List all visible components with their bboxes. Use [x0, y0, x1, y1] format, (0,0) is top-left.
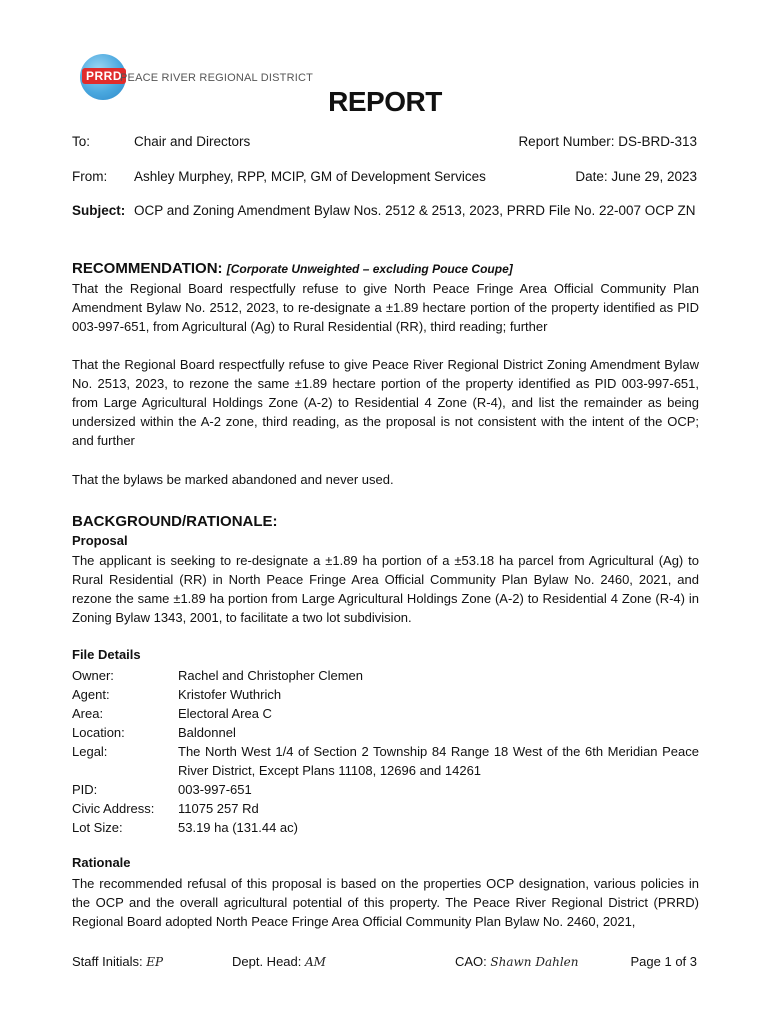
- recommendation-paragraph-1: That the Regional Board respectfully refuse to give North Peace Fringe Area Official Community Plan Amendment Bylaw No. 2512, 2023, to re-designate a ±1.89 hectare portion of the property identified as PID 003-997-651, from Agricultural (Ag) to Rural Residential (RR), third reading; further: [72, 281, 699, 334]
- file-detail-label: Lot Size:: [72, 820, 123, 835]
- file-detail-value: Kristofer Wuthrich: [178, 687, 282, 702]
- file-detail-label: Civic Address:: [72, 801, 155, 816]
- file-detail-label: PID:: [72, 782, 98, 797]
- file-detail-value: 11075 257 Rd: [178, 801, 259, 816]
- file-detail-label: Legal:: [72, 744, 108, 759]
- recommendation-paragraph-3: That the bylaws be marked abandoned and never used.: [72, 472, 394, 487]
- file-detail-value: 003-997-651: [178, 782, 252, 797]
- report-title: REPORT: [328, 86, 442, 117]
- file-detail-label: Area:: [72, 706, 104, 721]
- file-detail-value: Electoral Area C: [178, 706, 272, 721]
- recommendation-subtitle: [Corporate Unweighted – excluding Pouce Coupe]: [226, 262, 513, 276]
- report-date: Date: June 29, 2023: [575, 169, 697, 184]
- dept-head-signature: AM: [305, 955, 326, 969]
- from-label: From:: [72, 169, 108, 184]
- cao-signature: Shawn Dahlen: [490, 955, 579, 969]
- file-detail-value: The North West 1/4 of Section 2 Township 84 Range 18 West of the 6th Meridian Peace River District, Except Plans 11108, 12696 and 14261: [178, 744, 699, 778]
- file-detail-label: Location:: [72, 725, 125, 740]
- recommendation-paragraph-2: That the Regional Board respectfully refuse to give Peace River Regional District Zoning Amendment Bylaw No. 2513, 2023, to rezone the same ±1.89 hectare portion of the property identified as PID 003-997-651, from Large Agricultural Holdings Zone (A-2) to Residential 4 Zone (R-4), and list the remainder as being undersized within the A-2 zone, third reading, as the proposal is not consistent with the intent of the OCP; and further: [72, 357, 699, 448]
- to-value: Chair and Directors: [134, 134, 251, 149]
- logo-org-name: PEACE RIVER REGIONAL DISTRICT: [120, 72, 314, 84]
- dept-head-label: Dept. Head:: [232, 954, 302, 969]
- rationale-text: The recommended refusal of this proposal is based on the properties OCP designation, various policies in the OCP and the overall agricultural potential of this property. The Peace River Regional District (PRRD) Regional Board adopted North Peace Fringe Area Official Community Plan Bylaw No. 2460, 2021,: [72, 876, 699, 929]
- page-number: Page 1 of 3: [630, 954, 697, 969]
- report-number: Report Number: DS-BRD-313: [518, 134, 697, 149]
- file-detail-value: 53.19 ha (131.44 ac): [178, 820, 298, 835]
- file-detail-label: Agent:: [72, 687, 110, 702]
- to-label: To:: [72, 134, 91, 149]
- from-value: Ashley Murphey, RPP, MCIP, GM of Development Services: [134, 169, 486, 184]
- file-detail-value: Baldonnel: [178, 725, 236, 740]
- rationale-heading: Rationale: [72, 855, 131, 870]
- proposal-heading: Proposal: [72, 533, 128, 548]
- cao-label: CAO:: [455, 954, 487, 969]
- staff-initials-label: Staff Initials:: [72, 954, 143, 969]
- cao: [455, 954, 579, 969]
- file-detail-value: Rachel and Christopher Clemen: [178, 668, 363, 683]
- staff-initials: [72, 954, 163, 969]
- recommendation-heading: [72, 260, 513, 277]
- file-detail-label: Owner:: [72, 668, 114, 683]
- staff-initials-signature: EP: [146, 955, 164, 969]
- background-heading: BACKGROUND/RATIONALE:: [72, 513, 278, 530]
- file-details-heading: File Details: [72, 647, 141, 662]
- subject-label: Subject:: [72, 203, 126, 218]
- proposal-text: The applicant is seeking to re-designate a ±1.89 ha portion of a ±53.18 ha parcel from Agricultural (Ag) to Rural Residential (RR) in North Peace Fringe Area Official Community Plan Bylaw No. 2460, 2021, and rezone the same ±1.89 ha portion from Large Agricultural Holdings Zone (A-2) to Residential 4 Zone (R-4) in Zoning Bylaw 1343, 2001, to facilitate a two lot subdivision.: [72, 553, 699, 625]
- subject-value: OCP and Zoning Amendment Bylaw Nos. 2512 & 2513, 2023, PRRD File No. 22-007 OCP ZN: [134, 203, 696, 218]
- recommendation-title: RECOMMENDATION:: [72, 260, 223, 277]
- logo-abbr: PRRD: [82, 68, 126, 84]
- dept-head: [232, 954, 326, 969]
